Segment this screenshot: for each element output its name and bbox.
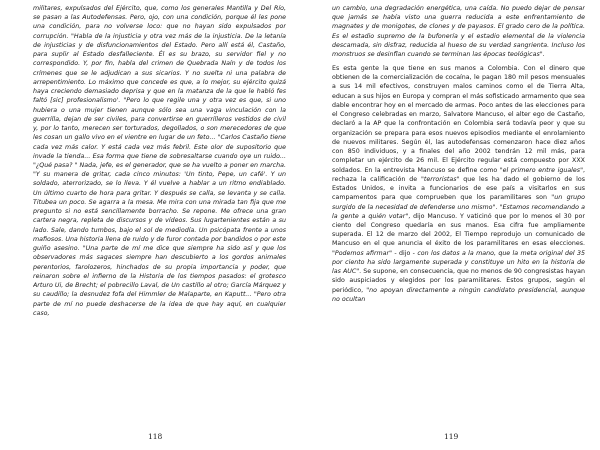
text-segment: ". " — [492, 203, 503, 211]
text-segment: ", dijo Mancuso. Y vaticinó que por lo menos el 30 por ciento del Congreso quedaría en sus manos. Esa cifra fue ampliamente superada. El 12 de marzo del 2002, El Tiempo reprodujo un comunicado de Mancuso en el que anuncia el éxito de los paramilitares en esas elecciones. " — [332, 212, 585, 257]
text-segment: ", rechaza la calificación de " — [332, 166, 585, 183]
text-segment: Es esta gente la que tiene en sus manos a Colombia. Con el dinero que obtienen de la comercialización de cocaína, le pagan 180 mil pesos mensuales a sus 14 mil efectivos, construyen malos caminos como el de Tierra Alta, educan a sus hijos en Europa y compran el más sofisticado armamento que sea dable encontrar hoy en el mercado de armas. Poco antes de las elecciones para el Congreso celebradas en marzo, Salvatore Mancuso, el alter ego de Castaño, declaró a la AP que la confrontación en Colombia será todavía peor y que su organización se prepara para esos nuevos episodios mediante el enrolamiento de nuevos militares. Según él, las autodefensas comenzaron hace diez años con 850 individuos, y a finales del año 2002 tendrán 12 mil más, para completar un ejército de 26 mil. El Ejército regular está compuesto por XXX soldados. En la entrevista Mancuso se define como " — [332, 65, 585, 174]
text-segment: con los datos a la mano, que la meta original del 35 por ciento ha sido largamente superada y constituye un hito en la historia de las AUC — [332, 249, 585, 276]
text-segment: el primero entre iguales — [502, 166, 581, 174]
text-segment: Estamos recomendando a la gente a quién votar — [332, 203, 585, 220]
text-segment: no apoyan directamente a ningún candidato presidencial, aunque no ocultan — [332, 286, 585, 303]
text-segment: terroristas — [423, 175, 457, 183]
text-segment: ". Se supone, en consecuencia, que no menos de 90 congresistas hayan sido auspiciados y elegidos por los paramilitares. Estos grupos, según el periódico, " — [332, 268, 585, 294]
left-paragraph-1: militares, expulsados del Ejército, que, como los generales Mantilla y Del Río, se pasan a las Autodefensas. Pero, ojo, con una condición, porque él les pone una condición, para no volverse loco: que no hayan sido expulsados por corrupción. "Habla de la injusticia y otra vez más de la injusticia. De la letanía de injusticias y de disfuncionamientos del Estado. Pero allí está él, Castaño, para suplir al Estado desfalleciente. Él es su brazo, su servidor fiel y no correspondido. Y, por fin, habla del crimen de Quebrada Naín y de todos los crímenes que se le adjudican a sus sicarios. Y no suelta ni una palabra de arrepentimiento. Lo máximo que concede es que, a lo mejor, su ejército quizá haya creciendo demasiado deprisa y que en la matanza de la que le habló fes faltó [sic] profesionalismo'. "Pero lo que regile una y otra vez es que, si uno hubiera o una mujer tienen aunque sólo sea una vaga vinculación con la guerrilla, dejan de ser civiles, para convertirse en guerrilleros vestidos de civil y, por lo tanto, merecen ser torturados, degollados, o son merecedores de que les cosan un gallo vivo en el vientre en lugar de un feto... "Carlos Castaño tiene cada vez más calor. Y está cada vez más febril. Este olor de supositorio que invade la tienda... Esa forma que tiene de sobresaltarse cuando oye un ruido... "¿Qué pasa? " Nada, jefe, es el generador, que se ha vuelto a poner en marcha. "Y su manera de gritar, cada cinco minutos: 'Un tinto, Pepe, un café'. Y un soldado, aterrorizado, se lo lleva. Y él vuelve a hablar a un ritmo endiablado. Un último cuarto de hora para gritar. Y después se calla, se levanta y se calla. Titubea un poco. Se agarra a la mesa. Me mira con una mirada tan fija que me pregunto si no está sencillamente borracho. Se repone. Me ofrece una gran cartera negra, repleta de discursos y de vídeos. Sus lugartenientes están a su lado. Sale, dando tumbos, bajo el sol de mediodía. Un psicópata frente a unos mafiosos. Una historia llena de ruido y de furor contada por bandidos o por este guiño asesino. "Una parte de mí me dice que siempre ha sido así y que los observadores más sagaces siempre han descubierto a los gordos animales perentorios, farolozeros, hinchados de su propia importancia y poder, que reinaron sobre el infierno de la Historia de los tiempos pasados: el grotesco Arturo Ui, de Brecht; el pobrecillo Laval, de Un castillo al otro; García Márquez y su caudillo; la desnudez fofa del Himmler de Malaparte, en Kaputt... "Pero otra parte de mí no puede deshacerse de la idea de que hay aquí, en cualquier caso, — [33, 5, 286, 317]
text-segment: Podemos afirmar — [334, 249, 390, 257]
right-paragraph-2 — [332, 64, 585, 304]
right-paragraph-1: un cambio, una degradación energética, una caída. No puedo dejar de pensar que jamás se había visto una guerra reducida a este enfrentamiento de magnates y de monigotes, de clones y de payasos. El grado cero de la política. Es el estadio supremo de la bufonería y el estadio elemental de la violencia descamada, sin disfraz, reducida al hueso de su verdad sangrienta. Incluso los monstruos se desinflan cuando se terminan las épocas teológicas". — [332, 5, 585, 59]
text-segment: un grupo surgido de la necesidad de defenderse uno mismo — [332, 194, 585, 211]
right-page-text — [332, 4, 585, 422]
left-page-text — [33, 4, 286, 422]
right-page-number: 119 — [444, 432, 459, 441]
text-segment: " que les ha dado el gobierno de los Estados Unidos, e invita a funcionarios de ese país a visitarlos en sus campamentos para que comprueben que los paramilitares son " — [332, 175, 585, 202]
left-page-number: 118 — [148, 432, 163, 441]
text-segment: " - dijo - — [389, 249, 418, 257]
